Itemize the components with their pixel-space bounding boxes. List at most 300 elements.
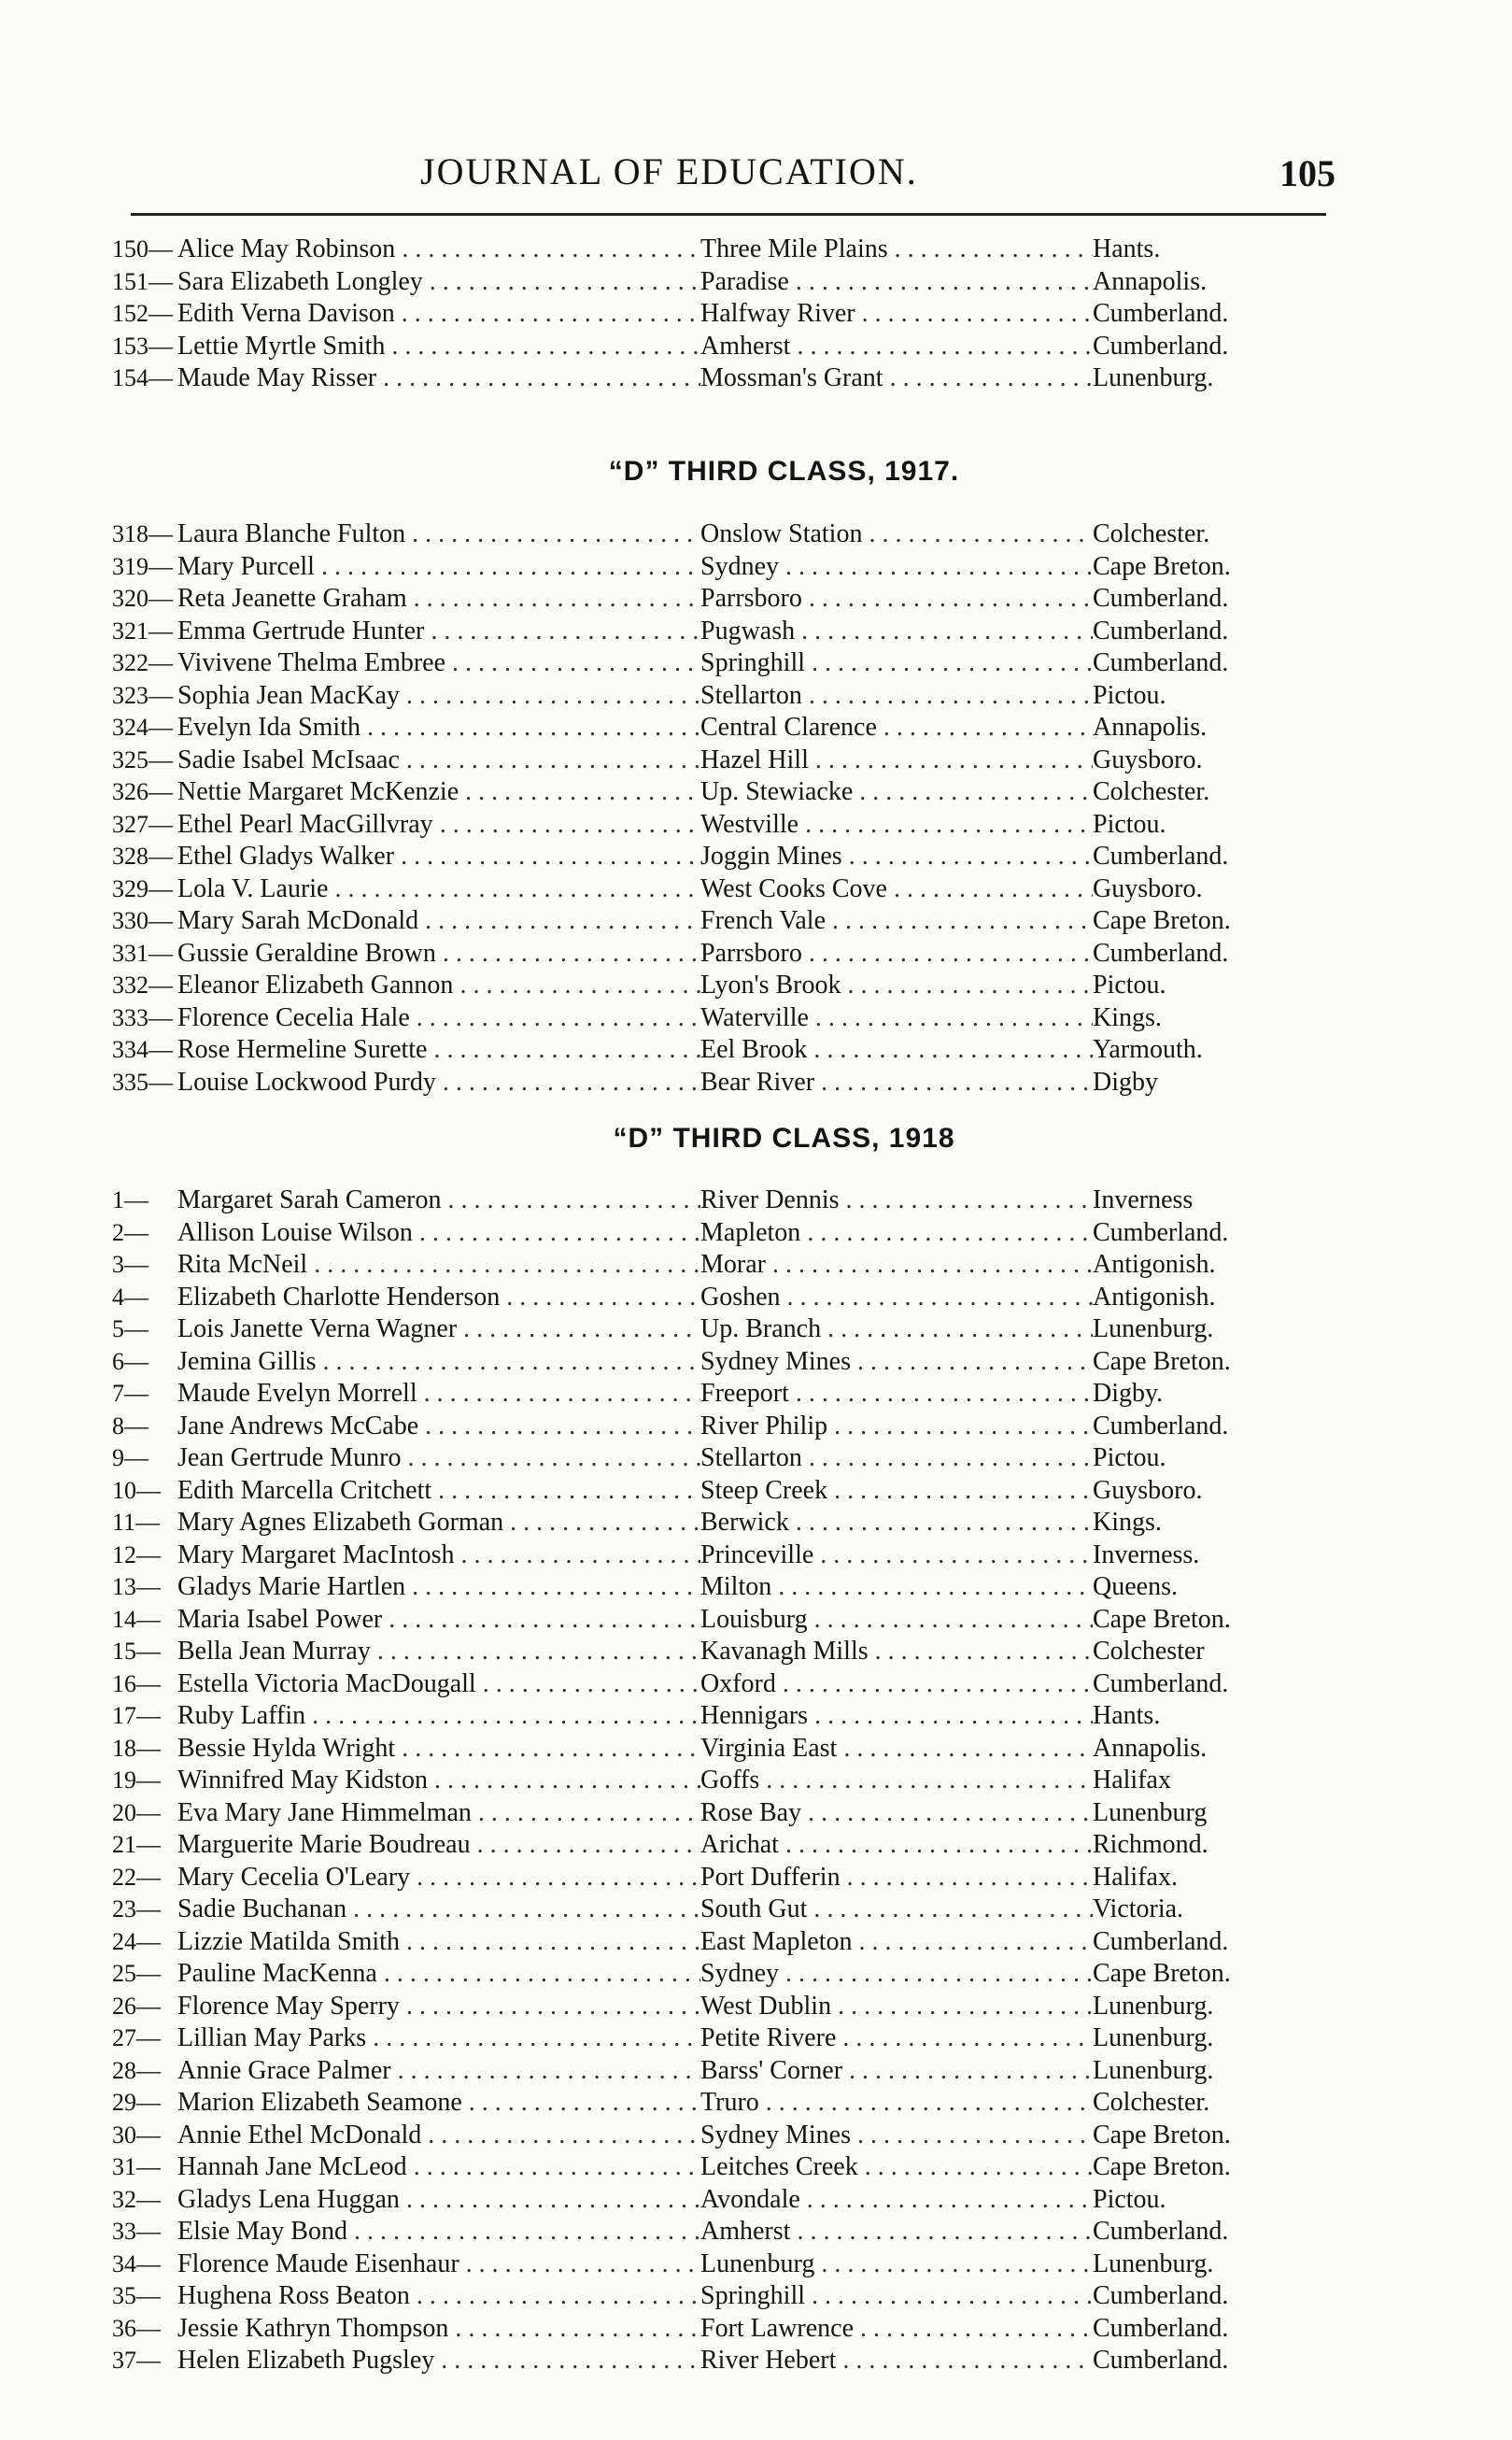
entry-name: Winnifred May Kidston . . . xyxy=(177,1765,700,1797)
entry-county: Cape Breton. xyxy=(1093,1346,1231,1376)
entry-number: 1— xyxy=(112,1186,148,1213)
entry-place: Avondale . . . xyxy=(700,2184,1093,2217)
section-title: “D” THIRD CLASS, 1918 xyxy=(613,1123,955,1154)
entry-number: 22— xyxy=(112,1863,161,1891)
entry-county: Inverness xyxy=(1093,1185,1194,1214)
entry-county: Halifax. xyxy=(1093,1862,1178,1892)
entry-place: Mossman's Grant . . . xyxy=(700,362,1093,395)
entry-place: French Vale . . . xyxy=(700,905,1093,938)
entry-county: Cumberland. xyxy=(1093,2281,1229,2310)
list-item xyxy=(112,1668,1289,1701)
entry-place: Stellarton . . . xyxy=(700,1442,1093,1475)
entry-number: 13— xyxy=(112,1573,161,1600)
entry-place: River Hebert . . . xyxy=(700,2345,1093,2377)
entry-number: 322— xyxy=(112,649,173,676)
entry-number: 333— xyxy=(112,1003,173,1031)
entry-name: Mary Agnes Elizabeth Gorman . . . xyxy=(177,1507,700,1539)
list-item xyxy=(112,905,1289,938)
entry-place: Up. Branch . . . xyxy=(700,1313,1093,1346)
entry-county: Richmond. xyxy=(1093,1830,1208,1859)
list-item xyxy=(112,551,1289,584)
entry-list xyxy=(112,518,1289,1099)
list-item xyxy=(112,1765,1289,1797)
list-item xyxy=(112,1539,1289,1572)
entry-place: Barss' Corner . . . xyxy=(700,2055,1093,2088)
entry-number: 15— xyxy=(112,1638,161,1665)
entry-name: Jemina Gillis . . . xyxy=(177,1346,700,1379)
list-item xyxy=(112,776,1289,809)
entry-number: 334— xyxy=(112,1036,173,1063)
entry-county: Yarmouth. xyxy=(1093,1035,1203,1064)
entry-name: Estella Victoria MacDougall . . . xyxy=(177,1668,700,1701)
entry-number: 327— xyxy=(112,810,173,838)
entry-county: Cumberland. xyxy=(1093,299,1229,328)
entry-county: Cumberland. xyxy=(1093,648,1229,677)
entry-place: Westville . . . xyxy=(700,809,1093,842)
entry-county: Lunenburg xyxy=(1093,1797,1208,1827)
entry-county: Lunenburg. xyxy=(1093,1991,1214,2021)
entry-name: Nettie Margaret McKenzie . . . xyxy=(177,776,700,809)
entry-name: Ethel Gladys Walker . . . xyxy=(177,841,700,873)
entry-place: Kavanagh Mills . . . xyxy=(700,1636,1093,1668)
entry-county: Lunenburg. xyxy=(1093,2023,1214,2052)
entry-number: 3— xyxy=(112,1251,148,1278)
entry-county: Cumberland. xyxy=(1093,2346,1229,2375)
entry-name: Emma Gertrude Hunter . . . xyxy=(177,616,700,648)
entry-number: 10— xyxy=(112,1476,161,1504)
entry-number: 19— xyxy=(112,1766,161,1794)
entry-county: Colchester. xyxy=(1093,519,1210,548)
entry-name: Gussie Geraldine Brown . . . xyxy=(177,938,700,971)
entry-place: Louisburg . . . xyxy=(700,1604,1093,1637)
entry-place: Stellarton . . . xyxy=(700,680,1093,713)
entry-county: Digby xyxy=(1093,1067,1158,1097)
entry-name: Marguerite Marie Boudreau . . . xyxy=(177,1829,700,1862)
entry-number: 7— xyxy=(112,1380,148,1407)
entry-county: Cape Breton. xyxy=(1093,2120,1231,2149)
entry-number: 8— xyxy=(112,1412,148,1440)
entry-county: Annapolis. xyxy=(1093,713,1208,742)
entry-place: Onslow Station . . . xyxy=(700,518,1093,551)
entry-number: 6— xyxy=(112,1347,148,1375)
entry-number: 14— xyxy=(112,1605,161,1633)
entry-number: 28— xyxy=(112,2056,161,2084)
entry-place: Fort Lawrence . . . xyxy=(700,2313,1093,2346)
entry-county: Hants. xyxy=(1093,1701,1161,1730)
entry-county: Colchester. xyxy=(1093,777,1210,806)
entry-county: Cape Breton. xyxy=(1093,1604,1231,1634)
entry-number: 9— xyxy=(112,1444,148,1471)
entry-number: 332— xyxy=(112,972,173,999)
entry-number: 330— xyxy=(112,907,173,934)
list-item xyxy=(112,2087,1289,2120)
list-item xyxy=(112,2345,1289,2377)
entry-number: 37— xyxy=(112,2347,161,2374)
entry-county: Cape Breton. xyxy=(1093,551,1231,581)
entry-place: Lunenburg . . . xyxy=(700,2248,1093,2281)
entry-county: Guysboro. xyxy=(1093,1475,1203,1505)
entry-place: Sydney . . . xyxy=(700,1958,1093,1991)
entry-name: Hughena Ross Beaton . . . xyxy=(177,2280,700,2313)
entry-county: Lunenburg. xyxy=(1093,1314,1214,1343)
entry-number: 29— xyxy=(112,2089,161,2116)
entry-name: Alice May Robinson . . . xyxy=(177,234,700,266)
list-item xyxy=(112,809,1289,842)
entry-number: 321— xyxy=(112,617,173,645)
list-item xyxy=(112,1700,1289,1733)
entry-name: Elizabeth Charlotte Henderson . . . xyxy=(177,1282,700,1314)
entry-name: Ruby Laffin . . . xyxy=(177,1700,700,1733)
entry-name: Maude Evelyn Morrell . . . xyxy=(177,1378,700,1411)
entry-number: 152— xyxy=(112,300,173,327)
entry-place: Goshen . . . xyxy=(700,1282,1093,1314)
entry-place: Arichat . . . xyxy=(700,1829,1093,1862)
entry-number: 26— xyxy=(112,1992,161,2020)
entry-place: Sydney Mines . . . xyxy=(700,1346,1093,1379)
list-item xyxy=(112,1636,1289,1668)
entry-name: Marion Elizabeth Seamone . . . xyxy=(177,2087,700,2120)
entry-name: Ethel Pearl MacGillvray . . . xyxy=(177,809,700,842)
entry-place: Springhill . . . xyxy=(700,2280,1093,2313)
entry-name: Laura Blanche Fulton . . . xyxy=(177,518,700,551)
entry-place: Joggin Mines . . . xyxy=(700,841,1093,873)
list-item xyxy=(112,2184,1289,2217)
entry-place: Up. Stewiacke . . . xyxy=(700,776,1093,809)
page-header xyxy=(121,140,1335,206)
list-item xyxy=(112,2216,1289,2248)
entry-place: Waterville . . . xyxy=(700,1002,1093,1035)
list-item xyxy=(112,2120,1289,2152)
entry-place: Halfway River . . . xyxy=(700,298,1093,331)
section-title: “D” THIRD CLASS, 1917. xyxy=(608,456,960,487)
list-item xyxy=(112,938,1289,971)
entry-name: Mary Purcell . . . xyxy=(177,551,700,584)
list-item xyxy=(112,234,1289,266)
entry-place: Mapleton . . . xyxy=(700,1217,1093,1250)
entry-name: Lois Janette Verna Wagner . . . xyxy=(177,1313,700,1346)
header-rule xyxy=(131,213,1326,216)
entry-place: Lyon's Brook . . . xyxy=(700,970,1093,1002)
list-item xyxy=(112,2151,1289,2184)
entry-name: Elsie May Bond . . . xyxy=(177,2216,700,2248)
entry-place: Goffs . . . xyxy=(700,1765,1093,1797)
list-item xyxy=(112,1797,1289,1830)
journal-title: JOURNAL OF EDUCATION. xyxy=(420,150,918,192)
entry-place: Eel Brook . . . xyxy=(700,1034,1093,1067)
entry-county: Digby. xyxy=(1093,1379,1164,1408)
list-item xyxy=(112,1571,1289,1604)
entry-number: 25— xyxy=(112,1960,161,1987)
entry-place: West Cooks Cove . . . xyxy=(700,873,1093,906)
list-item xyxy=(112,1067,1289,1099)
entry-name: Sophia Jean MacKay . . . xyxy=(177,680,700,713)
list-item xyxy=(112,1894,1289,1926)
entry-name: Margaret Sarah Cameron . . . xyxy=(177,1185,700,1217)
entry-place: Bear River . . . xyxy=(700,1067,1093,1099)
entry-name: Rose Hermeline Surette . . . xyxy=(177,1034,700,1067)
entry-county: Annapolis. xyxy=(1093,1733,1208,1763)
entry-number: 4— xyxy=(112,1283,148,1311)
entry-number: 331— xyxy=(112,939,173,967)
entry-number: 328— xyxy=(112,843,173,870)
entry-county: Guysboro. xyxy=(1093,745,1203,774)
entry-county: Cumberland. xyxy=(1093,584,1229,613)
entry-name: Annie Grace Palmer . . . xyxy=(177,2055,700,2088)
list-item xyxy=(112,362,1289,395)
entry-county: Victoria. xyxy=(1093,1894,1184,1923)
entry-county: Queens. xyxy=(1093,1572,1178,1601)
entry-place: Truro . . . xyxy=(700,2087,1093,2120)
entry-county: Cape Breton. xyxy=(1093,2152,1231,2181)
entry-number: 318— xyxy=(112,520,173,547)
entry-county: Cumberland. xyxy=(1093,1668,1229,1698)
entry-number: 319— xyxy=(112,552,173,580)
entry-county: Cumberland. xyxy=(1093,331,1229,361)
list-item xyxy=(112,2022,1289,2055)
entry-place: Central Clarence . . . xyxy=(700,712,1093,745)
entry-county: Cumberland. xyxy=(1093,2217,1229,2246)
entry-county: Halifax xyxy=(1093,1766,1171,1795)
entry-list xyxy=(112,234,1289,395)
entry-number: 324— xyxy=(112,714,173,741)
entry-county: Pictou. xyxy=(1093,680,1166,710)
list-item xyxy=(112,2313,1289,2346)
list-item xyxy=(112,1475,1289,1508)
entry-place: Leitches Creek . . . xyxy=(700,2151,1093,2184)
entry-county: Antigonish. xyxy=(1093,1250,1216,1279)
entry-name: Bessie Hylda Wright . . . xyxy=(177,1733,700,1766)
entry-county: Pictou. xyxy=(1093,809,1166,839)
entry-place: Milton . . . xyxy=(700,1571,1093,1604)
entry-county: Kings. xyxy=(1093,1508,1162,1537)
entry-name: Sara Elizabeth Longley . . . xyxy=(177,266,700,299)
entry-number: 35— xyxy=(112,2282,161,2309)
list-item xyxy=(112,1185,1289,1217)
entry-place: Sydney Mines . . . xyxy=(700,2120,1093,2152)
entry-number: 154— xyxy=(112,364,173,391)
entry-number: 36— xyxy=(112,2314,161,2342)
entry-name: Mary Margaret MacIntosh . . . xyxy=(177,1539,700,1572)
entry-number: 5— xyxy=(112,1315,148,1342)
entry-place: Hazel Hill . . . xyxy=(700,745,1093,777)
entry-name: Helen Elizabeth Pugsley . . . xyxy=(177,2345,700,2377)
entry-number: 18— xyxy=(112,1734,161,1762)
entry-name: Annie Ethel McDonald . . . xyxy=(177,2120,700,2152)
entry-county: Hants. xyxy=(1093,234,1161,263)
entry-number: 32— xyxy=(112,2185,161,2213)
entry-number: 21— xyxy=(112,1831,161,1858)
entry-name: Eleanor Elizabeth Gannon . . . xyxy=(177,970,700,1002)
list-item xyxy=(112,1217,1289,1250)
entry-name: Eva Mary Jane Himmelman . . . xyxy=(177,1797,700,1830)
entry-name: Pauline MacKenna . . . xyxy=(177,1958,700,1991)
entry-name: Reta Jeanette Graham . . . xyxy=(177,583,700,616)
entry-number: 31— xyxy=(112,2153,161,2180)
entry-name: Evelyn Ida Smith . . . xyxy=(177,712,700,745)
entry-county: Cumberland. xyxy=(1093,938,1229,968)
entry-place: Parrsboro . . . xyxy=(700,583,1093,616)
entry-number: 16— xyxy=(112,1669,161,1697)
list-item xyxy=(112,1346,1289,1379)
entry-name: Rita McNeil . . . xyxy=(177,1249,700,1282)
list-item xyxy=(112,1958,1289,1991)
entry-number: 2— xyxy=(112,1218,148,1246)
entry-number: 17— xyxy=(112,1702,161,1729)
entry-county: Cumberland. xyxy=(1093,616,1229,645)
entry-name: Edith Verna Davison . . . xyxy=(177,298,700,331)
entry-number: 320— xyxy=(112,585,173,612)
entry-number: 27— xyxy=(112,2024,161,2051)
entry-name: Vivivene Thelma Embree . . . xyxy=(177,647,700,680)
entry-county: Kings. xyxy=(1093,1002,1162,1032)
entry-name: Gladys Lena Huggan . . . xyxy=(177,2184,700,2217)
list-item xyxy=(112,1926,1289,1959)
entry-number: 151— xyxy=(112,267,173,295)
entry-name: Gladys Marie Hartlen . . . xyxy=(177,1571,700,1604)
entry-county: Inverness. xyxy=(1093,1539,1200,1569)
entry-place: River Philip . . . xyxy=(700,1411,1093,1443)
entry-county: Cumberland. xyxy=(1093,2313,1229,2343)
list-item xyxy=(112,841,1289,873)
list-item xyxy=(112,2248,1289,2281)
entry-name: Maria Isabel Power . . . xyxy=(177,1604,700,1637)
entry-name: Florence May Sperry . . . xyxy=(177,1991,700,2023)
entry-county: Annapolis. xyxy=(1093,266,1208,296)
entry-place: River Dennis . . . xyxy=(700,1185,1093,1217)
entry-place: Berwick . . . xyxy=(700,1507,1093,1539)
entry-number: 30— xyxy=(112,2121,161,2149)
entry-name: Bella Jean Murray . . . xyxy=(177,1636,700,1668)
entry-name: Lizzie Matilda Smith . . . xyxy=(177,1926,700,1959)
entry-place: Princeville . . . xyxy=(700,1539,1093,1572)
entry-county: Guysboro. xyxy=(1093,873,1203,903)
list-item xyxy=(112,873,1289,906)
entry-place: Springhill . . . xyxy=(700,647,1093,680)
entry-place: Parrsboro . . . xyxy=(700,938,1093,971)
entry-name: Edith Marcella Critchett . . . xyxy=(177,1475,700,1508)
entry-county: Cumberland. xyxy=(1093,842,1229,871)
list-item xyxy=(112,1002,1289,1035)
entry-county: Lunenburg. xyxy=(1093,363,1214,392)
list-item xyxy=(112,1411,1289,1443)
entry-name: Mary Cecelia O'Leary . . . xyxy=(177,1862,700,1894)
entry-county: Cape Breton. xyxy=(1093,906,1231,935)
list-item xyxy=(112,2055,1289,2088)
list-item xyxy=(112,1829,1289,1862)
entry-name: Hannah Jane McLeod . . . xyxy=(177,2151,700,2184)
entry-county: Pictou. xyxy=(1093,1443,1166,1472)
entry-county: Cape Breton. xyxy=(1093,1959,1231,1988)
entry-name: Allison Louise Wilson . . . xyxy=(177,1217,700,1250)
list-item xyxy=(112,266,1289,299)
list-item xyxy=(112,2280,1289,2313)
entry-county: Cumberland. xyxy=(1093,1926,1229,1956)
entry-place: Oxford . . . xyxy=(700,1668,1093,1701)
entry-county: Lunenburg. xyxy=(1093,2248,1214,2278)
page-number: 105 xyxy=(1279,152,1335,194)
list-item xyxy=(112,745,1289,777)
list-item xyxy=(112,712,1289,745)
list-item xyxy=(112,1862,1289,1894)
entry-number: 325— xyxy=(112,745,173,773)
entry-county: Pictou. xyxy=(1093,971,1166,1000)
entry-place: Paradise . . . xyxy=(700,266,1093,299)
entry-county: Cumberland. xyxy=(1093,1411,1229,1440)
entry-place: Steep Creek . . . xyxy=(700,1475,1093,1508)
entry-number: 329— xyxy=(112,874,173,902)
entry-county: Antigonish. xyxy=(1093,1282,1216,1312)
entry-place: Hennigars . . . xyxy=(700,1700,1093,1733)
list-item xyxy=(112,1733,1289,1766)
entry-place: East Mapleton . . . xyxy=(700,1926,1093,1959)
list-item xyxy=(112,616,1289,648)
entry-place: Amherst . . . xyxy=(700,2216,1093,2248)
entry-number: 326— xyxy=(112,778,173,805)
entry-number: 150— xyxy=(112,235,173,262)
entry-county: Colchester. xyxy=(1093,2088,1210,2117)
list-item xyxy=(112,1378,1289,1411)
entry-name: Lettie Myrtle Smith . . . xyxy=(177,331,700,363)
list-item xyxy=(112,1249,1289,1282)
entry-place: West Dublin . . . xyxy=(700,1991,1093,2023)
entry-number: 34— xyxy=(112,2249,161,2277)
list-item xyxy=(112,1282,1289,1314)
entry-name: Jean Gertrude Munro . . . xyxy=(177,1442,700,1475)
entry-number: 33— xyxy=(112,2218,161,2245)
entry-number: 24— xyxy=(112,1927,161,1955)
entry-number: 12— xyxy=(112,1540,161,1568)
entry-county: Lunenburg. xyxy=(1093,2055,1214,2085)
entry-name: Sadie Buchanan . . . xyxy=(177,1894,700,1926)
entry-place: Amherst . . . xyxy=(700,331,1093,363)
entry-number: 153— xyxy=(112,332,173,360)
entry-name: Louise Lockwood Purdy . . . xyxy=(177,1067,700,1099)
entry-number: 20— xyxy=(112,1798,161,1826)
entry-number: 335— xyxy=(112,1068,173,1096)
entry-name: Jessie Kathryn Thompson . . . xyxy=(177,2313,700,2346)
entry-name: Sadie Isabel McIsaac . . . xyxy=(177,745,700,777)
list-item xyxy=(112,680,1289,713)
entry-place: Virginia East . . . xyxy=(700,1733,1093,1766)
list-item xyxy=(112,647,1289,680)
list-item xyxy=(112,1507,1289,1539)
entry-county: Colchester xyxy=(1093,1637,1205,1666)
list-item xyxy=(112,1442,1289,1475)
list-item xyxy=(112,331,1289,363)
entry-name: Florence Cecelia Hale . . . xyxy=(177,1002,700,1035)
entry-place: Freeport . . . xyxy=(700,1378,1093,1411)
list-item xyxy=(112,583,1289,616)
list-item xyxy=(112,518,1289,551)
entry-number: 11— xyxy=(112,1509,161,1536)
entry-place: Rose Bay . . . xyxy=(700,1797,1093,1830)
entry-name: Lillian May Parks . . . xyxy=(177,2022,700,2055)
list-item xyxy=(112,970,1289,1002)
list-item xyxy=(112,1034,1289,1067)
entry-name: Lola V. Laurie . . . xyxy=(177,873,700,906)
entry-place: Petite Rivere . . . xyxy=(700,2022,1093,2055)
entry-number: 23— xyxy=(112,1895,161,1922)
list-item xyxy=(112,1604,1289,1637)
list-item xyxy=(112,1313,1289,1346)
entry-name: Florence Maude Eisenhaur . . . xyxy=(177,2248,700,2281)
entry-county: Cumberland. xyxy=(1093,1217,1229,1247)
entry-number: 323— xyxy=(112,681,173,709)
entry-county: Pictou. xyxy=(1093,2184,1166,2214)
entry-list xyxy=(112,1185,1289,2377)
list-item xyxy=(112,298,1289,331)
entry-place: Sydney . . . xyxy=(700,551,1093,584)
